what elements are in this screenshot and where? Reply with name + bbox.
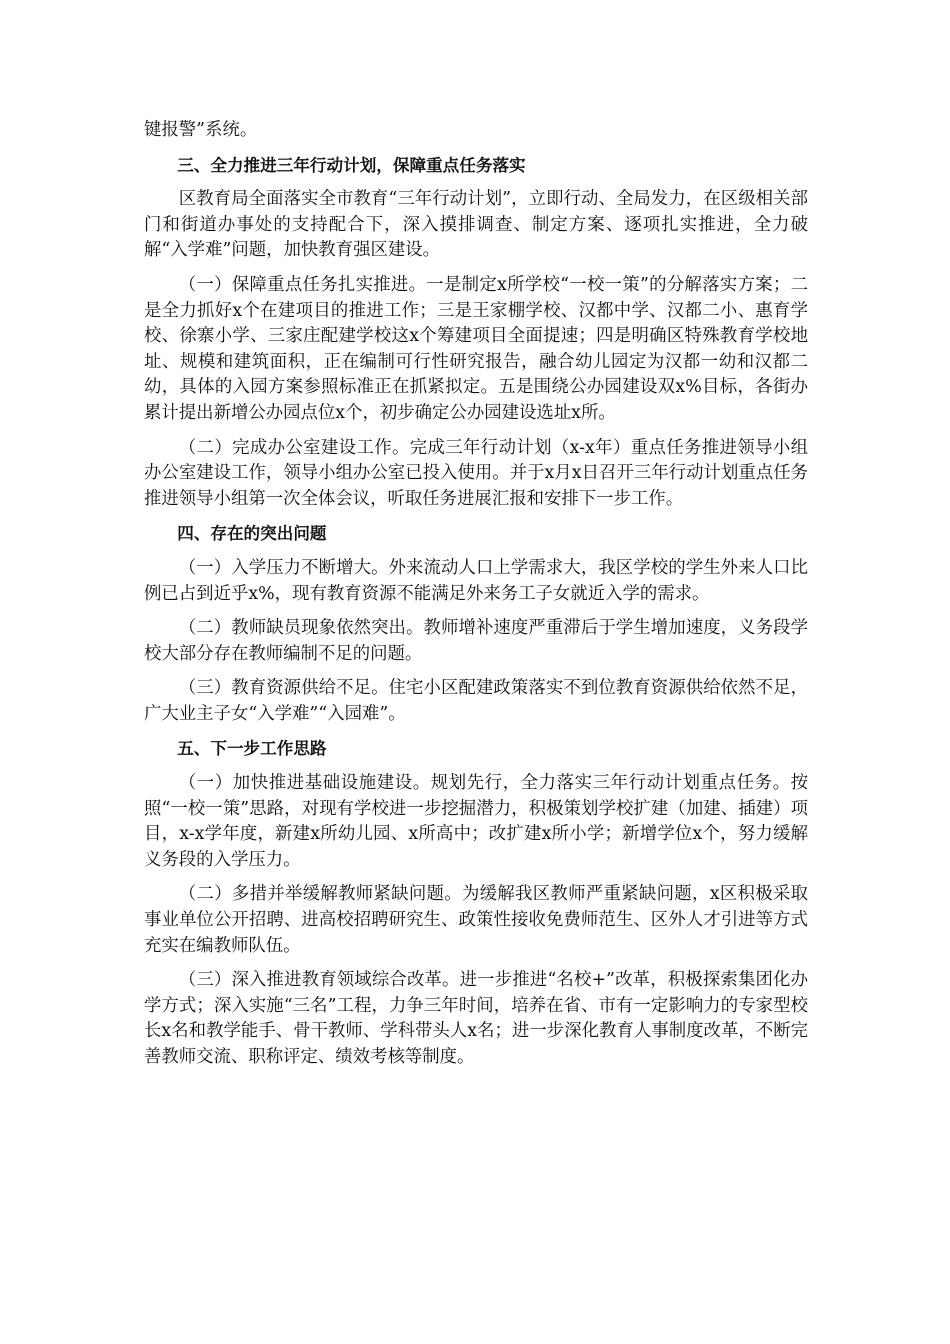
continued-paragraph: 键报警”系统。 [144, 120, 258, 140]
paragraph: （二）多措并举缓解教师紧缺问题。为缓解我区教师严重紧缺问题，x区积极采取事业单位公开招聘、进高校招聘研究生、政策性接收免费师范生、区外人才引进等方式充实在编教师队伍。 [144, 884, 808, 956]
section-heading-3: 三、全力推进三年行动计划，保障重点任务落实 [177, 155, 526, 175]
document-page [144, 118, 808, 1080]
section-heading-5: 五、下一步工作思路 [177, 739, 327, 759]
section-heading-4: 四、存在的突出问题 [177, 524, 327, 544]
paragraph: （一）保障重点任务扎实推进。一是制定x所学校“一校一策”的分解落实方案；二是全力抓好x个在建项目的推进工作；三是王家棚学校、汉都中学、汉都二小、惠育学校、徐寨小学、三家庄配建学校这x个筹建项目全面提速；四是明确区特殊教育学校地址、规模和建筑面积，正在编制可行性研究报告，融合幼儿园定为汉都一幼和汉都二幼，具体的入园方案参照标准正在抓紧拟定。五是围绕公办园建设双x%目标，各街办累计提出新增公办园点位x个，初步确定公办园建设选址x所。 [144, 274, 808, 423]
paragraph: （二）教师缺员现象依然突出。教师增补速度严重滞后于学生增加速度，义务段学校大部分存在教师编制不足的问题。 [144, 618, 808, 664]
paragraph: （二）完成办公室建设工作。完成三年行动计划（x-x年）重点任务推进领导小组办公室建设工作，领导小组办公室已投入使用。并于x月x日召开三年行动计划重点任务推进领导小组第一次全体会议，听取任务进展汇报和安排下一步工作。 [144, 437, 808, 509]
paragraph: （三）教育资源供给不足。住宅小区配建政策落实不到位教育资源供给依然不足，广大业主子女“入学难”“入园难”。 [144, 678, 808, 724]
paragraph: （一）加快推进基础设施建设。规划先行，全力落实三年行动计划重点任务。按照“一校一策”思路，对现有学校进一步挖掘潜力，积极策划学校扩建（加建、插建）项目，x-x学年度，新建x所幼儿园、x所高中；改扩建x所小学；新增学位x个，努力缓解义务段的入学压力。 [144, 773, 808, 870]
paragraph: （一）入学压力不断增大。外来流动人口上学需求大，我区学校的学生外来人口比例已占到近乎x%，现有教育资源不能满足外来务工子女就近入学的需求。 [144, 557, 808, 604]
paragraph: （三）深入推进教育领域综合改革。进一步推进“名校+”改革，积极探索集团化办学方式；深入实施“三名”工程，力争三年时间，培养在省、市有一定影响力的专家型校长x名和教学能手、骨干教师、学科带头人x名；进一步深化教育人事制度改革，不断完善教师交流、职称评定、绩效考核等制度。 [144, 970, 808, 1067]
paragraph: 区教育局全面落实全市教育“三年行动计划”，立即行动、全局发力，在区级相关部门和街道办事处的支持配合下，深入摸排调查、制定方案、逐项扎实推进，全力破解“入学难”问题，加快教育强区建设。 [144, 189, 808, 261]
